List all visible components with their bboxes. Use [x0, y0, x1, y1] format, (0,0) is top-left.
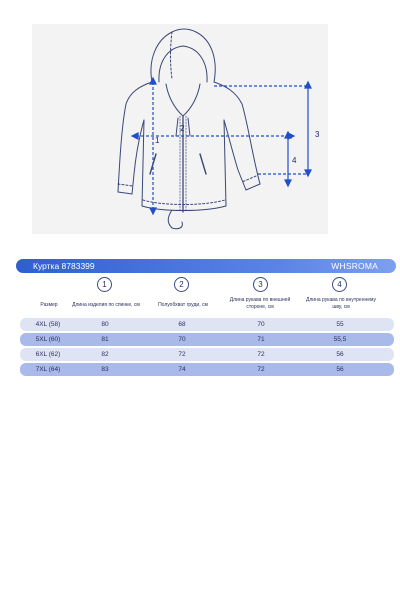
value-cell: 72 — [257, 366, 265, 373]
value-cell: 82 — [101, 351, 109, 358]
value-cell: 56 — [336, 366, 344, 373]
size-column-header: Размер — [40, 302, 58, 308]
measure-label-2: 2 — [180, 124, 185, 133]
table-row — [20, 333, 394, 346]
hood-outline — [151, 29, 215, 82]
table-row — [20, 318, 394, 331]
size-table-header-bar — [16, 259, 396, 273]
value-cell: 55 — [336, 321, 344, 328]
column-number-3: 3 — [253, 277, 268, 292]
value-cell: 74 — [178, 366, 186, 373]
column-header-2: Полуобхват груди, см — [158, 302, 208, 308]
brand-name: WHSROMA — [331, 261, 378, 271]
value-cell: 81 — [101, 336, 109, 343]
table-row — [20, 348, 394, 361]
column-header-3: Длина рукава по внешней стороне, см — [229, 297, 291, 310]
value-cell: 80 — [101, 321, 109, 328]
jacket-sketch-panel — [32, 24, 328, 234]
product-name: Куртка 8783399 — [33, 261, 95, 271]
value-cell: 70 — [257, 321, 265, 328]
size-cell: 4XL (58) — [35, 321, 61, 328]
size-cell: 7XL (64) — [35, 366, 61, 373]
size-cell: 6XL (62) — [35, 351, 61, 358]
measure-label-4: 4 — [292, 156, 297, 165]
measure-label-1: 1 — [155, 136, 160, 145]
value-cell: 68 — [178, 321, 186, 328]
size-cell: 5XL (60) — [35, 336, 61, 343]
table-row — [20, 363, 394, 376]
value-cell: 71 — [257, 336, 265, 343]
value-cell: 83 — [101, 366, 109, 373]
measure-label-3: 3 — [315, 130, 320, 139]
column-number-4: 4 — [332, 277, 347, 292]
column-header-1: Длина изделия по спинке, см — [72, 302, 140, 308]
column-number-2: 2 — [174, 277, 189, 292]
value-cell: 70 — [178, 336, 186, 343]
value-cell: 72 — [178, 351, 186, 358]
value-cell: 72 — [257, 351, 265, 358]
right-sleeve-outer — [214, 82, 260, 184]
value-cell: 55,5 — [333, 336, 347, 343]
value-cell: 56 — [336, 351, 344, 358]
column-header-4: Длина рукава по внутреннему шву, см — [305, 297, 377, 310]
column-number-1: 1 — [97, 277, 112, 292]
